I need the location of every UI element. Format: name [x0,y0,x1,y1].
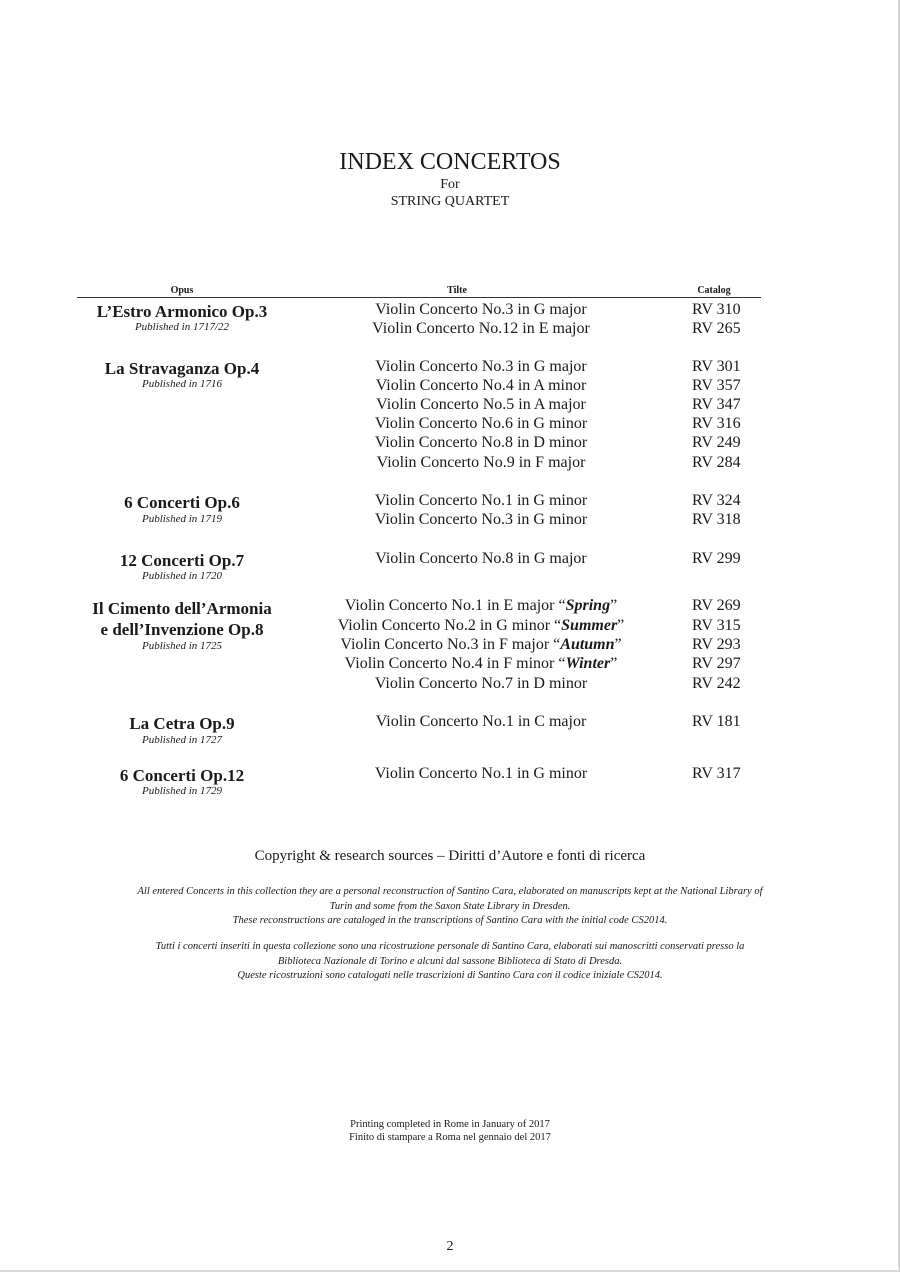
work-title: Violin Concerto No.3 in G major [375,301,587,318]
work-catalog: RV 324 [692,492,741,509]
work-catalog: RV 299 [692,550,741,567]
work-quote-close: ” [610,655,618,672]
opus-title: La Cetra Op.9 [129,714,235,733]
copyright-english [70,885,830,929]
work-title: Violin Concerto No.4 in A minor [375,377,587,394]
header-rule [77,297,761,298]
work-nickname: Autumn [560,636,615,653]
work-catalog: RV 284 [692,454,741,471]
opus-title: 6 Concerti Op.6 [124,493,240,512]
work-title: Violin Concerto No.8 in D minor [374,434,588,451]
opus-published: Published in 1720 [141,570,223,582]
work-title-text: Violin Concerto No.1 in E major “ [344,597,566,614]
opus-title: 12 Concerti Op.7 [119,551,245,570]
printing-english: Printing completed in Rome in January of 2017 [350,1119,550,1130]
copyright-italian [70,940,830,984]
work-title-text: Violin Concerto No.2 in G minor “ [337,617,562,634]
work-title: Violin Concerto No.1 in G minor [374,492,588,509]
work-nickname: Spring [565,597,611,614]
work-title: Violin Concerto No.1 in G minor [374,765,588,782]
work-title: Violin Concerto No.8 in G major [375,550,587,567]
work-catalog: RV 347 [692,396,741,413]
opus-title: 6 Concerti Op.12 [119,766,245,785]
work-nickname: Winter [565,655,611,672]
work-nickname: Summer [561,617,618,634]
work-title: Violin Concerto No.3 in G minor [374,511,588,528]
work-catalog: RV 297 [692,655,741,672]
work-title [300,654,662,673]
page-number: 2 [446,1239,454,1254]
note-line: Tutti i concerti inseriti in questa collezione sono una ricostruzione personale di Santino Cara, elaborati sui manoscritti conservati presso la [155,941,745,952]
work-catalog: RV 357 [692,377,741,394]
page-subtitle: STRING QUARTET [390,194,510,209]
work-catalog: RV 181 [692,713,741,730]
page-title: INDEX CONCERTOS [339,149,561,175]
opus-published: Published in 1717/22 [134,321,230,333]
opus-published: Published in 1727 [141,734,223,746]
opus-title: La Stravaganza Op.4 [104,359,260,378]
opus-title-line2: e dell’Invenzione Op.8 [100,620,264,639]
column-header-opus: Opus [170,285,194,296]
opus-published: Published in 1729 [141,785,223,797]
opus-published: Published in 1716 [141,378,223,390]
printing-info [0,1118,900,1144]
work-title [300,635,662,654]
work-catalog: RV 242 [692,675,741,692]
column-header-title: Tilte [447,285,467,296]
work-title: Violin Concerto No.12 in E major [372,320,590,337]
work-catalog: RV 317 [692,765,741,782]
work-catalog: RV 310 [692,301,741,318]
column-header-catalog: Catalog [697,285,731,296]
note-line: These reconstructions are cataloged in the transcriptions of Santino Cara with the initial code CS2014. [232,915,668,926]
work-title: Violin Concerto No.9 in F major [376,454,586,471]
work-title: Violin Concerto No.3 in G major [375,358,587,375]
work-quote-close: ” [617,617,625,634]
note-line: All entered Concerts in this collection they are a personal reconstruction of Santino Cara, elaborated on manuscripts kept at the National Library of [137,886,763,897]
opus-title: Il Cimento dell’Armonia [92,599,272,618]
work-title: Violin Concerto No.7 in D minor [374,675,588,692]
work-title-text: Violin Concerto No.4 in F minor “ [344,655,566,672]
note-line: Turin and some from the Saxon State Library in Dresden. [329,900,571,912]
for-label: For [440,177,460,192]
note-line: Queste ricostruzioni sono catalogati nelle trascrizioni di Santino Cara con il codice iniziale CS2014. [237,970,663,981]
work-title [300,596,662,615]
work-title: Violin Concerto No.6 in G minor [374,415,588,432]
title-block [0,148,900,210]
work-catalog: RV 301 [692,358,741,375]
work-title: Violin Concerto No.1 in C major [375,713,587,730]
printing-italian: Finito di stampare a Roma nel gennaio del 2017 [349,1132,551,1143]
work-catalog: RV 249 [692,434,741,451]
opus-published: Published in 1725 [141,640,223,652]
work-quote-close: ” [610,597,618,614]
work-catalog: RV 318 [692,511,741,528]
work-catalog: RV 293 [692,636,741,653]
opus-published: Published in 1719 [141,513,223,525]
work-title: Violin Concerto No.5 in A major [376,396,586,413]
work-catalog: RV 316 [692,415,741,432]
work-catalog: RV 269 [692,597,741,614]
opus-title: L’Estro Armonico Op.3 [96,302,268,321]
work-catalog: RV 265 [692,320,741,337]
note-line: Biblioteca Nazionale di Torino e alcuni dal sassone Biblioteca di Stato di Dresda. [277,955,623,967]
work-title [300,616,662,635]
copyright-title: Copyright & research sources – Diritti d’Autore e fonti di ricerca [254,848,646,864]
work-quote-close: ” [614,636,622,653]
work-title-text: Violin Concerto No.3 in F major “ [340,636,561,653]
work-catalog: RV 315 [692,617,741,634]
